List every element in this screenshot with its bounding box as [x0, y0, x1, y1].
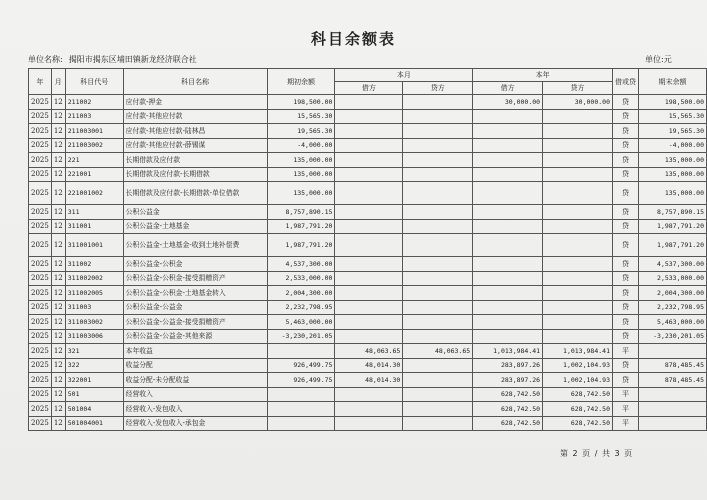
year-credit-cell [543, 329, 613, 344]
direction-cell: 平 [613, 416, 639, 431]
closing-balance-cell: -3,230,201.05 [639, 329, 707, 344]
code-cell: 221 [65, 153, 123, 168]
table-row [29, 416, 707, 431]
year-cell: 2025 [29, 387, 52, 402]
code-cell: 321 [65, 344, 123, 359]
header-row-1 [29, 69, 707, 82]
month-debit-cell [335, 402, 403, 417]
name-cell: 长期借款及应付款 [123, 153, 267, 168]
closing-balance-cell: 878,485.45 [639, 373, 707, 388]
year-cell: 2025 [29, 329, 52, 344]
header-code: 科目代号 [65, 69, 123, 95]
year-cell: 2025 [29, 358, 52, 373]
month-credit-cell [403, 315, 473, 330]
unit-name-label: 单位名称: [28, 55, 63, 64]
year-credit-cell [543, 315, 613, 330]
month-credit-cell [403, 124, 473, 139]
name-cell: 公积公益金-公益金-其他来源 [123, 329, 267, 344]
month-credit-cell [403, 95, 473, 110]
year-debit-cell: 628,742.50 [473, 416, 543, 431]
code-cell: 211002 [65, 95, 123, 110]
direction-cell: 贷 [613, 329, 639, 344]
name-cell: 应付款-其他应付款 [123, 109, 267, 124]
name-cell: 长期借款及应付款-长期借款 [123, 167, 267, 182]
month-debit-cell [335, 257, 403, 272]
name-cell: 经营收入-发包收入-承包金 [123, 416, 267, 431]
code-cell: 211003001 [65, 124, 123, 139]
report-title: 科目余额表 [310, 30, 396, 48]
direction-cell: 贷 [613, 124, 639, 139]
year-debit-cell [473, 153, 543, 168]
year-debit-cell [473, 167, 543, 182]
month-credit-cell [403, 234, 473, 257]
header-closing: 期末余额 [639, 69, 707, 95]
currency-unit: 单位:元 [645, 55, 672, 64]
month-cell: 12 [51, 124, 65, 139]
direction-cell: 贷 [613, 234, 639, 257]
year-credit-cell [543, 124, 613, 139]
name-cell: 公积公益金 [123, 205, 267, 220]
page-number: 第 2 页 / 共 3 页 [560, 449, 634, 458]
table-row [29, 167, 707, 182]
month-debit-cell [335, 205, 403, 220]
month-credit-cell [403, 153, 473, 168]
opening-balance-cell: -3,230,201.05 [267, 329, 335, 344]
closing-balance-cell: 4,537,300.00 [639, 257, 707, 272]
closing-balance-cell [639, 387, 707, 402]
year-debit-cell: 1,013,984.41 [473, 344, 543, 359]
name-cell: 本年收益 [123, 344, 267, 359]
opening-balance-cell: 19,565.30 [267, 124, 335, 139]
direction-cell: 贷 [613, 300, 639, 315]
closing-balance-cell: 1,987,791.20 [639, 219, 707, 234]
month-debit-cell [335, 219, 403, 234]
code-cell: 311002002 [65, 271, 123, 286]
year-cell: 2025 [29, 300, 52, 315]
month-debit-cell [335, 95, 403, 110]
month-credit-cell [403, 138, 473, 153]
month-cell: 12 [51, 219, 65, 234]
direction-cell: 贷 [613, 315, 639, 330]
direction-cell: 贷 [613, 373, 639, 388]
month-debit-cell [335, 153, 403, 168]
header-year-debit: 借方 [473, 82, 543, 95]
table-row [29, 205, 707, 220]
year-credit-cell [543, 205, 613, 220]
month-cell: 12 [51, 286, 65, 301]
table-row [29, 109, 707, 124]
year-debit-cell [473, 234, 543, 257]
code-cell: 311003002 [65, 315, 123, 330]
year-debit-cell [473, 109, 543, 124]
year-debit-cell: 628,742.50 [473, 387, 543, 402]
month-credit-cell [403, 416, 473, 431]
year-credit-cell: 1,002,104.93 [543, 358, 613, 373]
unit-name-value: 揭阳市揭东区埔田镇新龙经济联合社 [68, 55, 197, 64]
year-cell: 2025 [29, 153, 52, 168]
code-cell: 501004001 [65, 416, 123, 431]
code-cell: 322001 [65, 373, 123, 388]
name-cell: 公积公益金-土地基金-收到土地补偿费 [123, 234, 267, 257]
closing-balance-cell: 19,565.30 [639, 124, 707, 139]
table-row [29, 124, 707, 139]
closing-balance-cell: 135,000.00 [639, 167, 707, 182]
code-cell: 311003 [65, 300, 123, 315]
month-debit-cell [335, 109, 403, 124]
header-year: 年 [29, 69, 52, 95]
year-credit-cell [543, 271, 613, 286]
opening-balance-cell: 8,757,890.15 [267, 205, 335, 220]
month-credit-cell [403, 205, 473, 220]
month-credit-cell [403, 109, 473, 124]
year-debit-cell [473, 329, 543, 344]
year-cell: 2025 [29, 286, 52, 301]
code-cell: 311 [65, 205, 123, 220]
name-cell: 公积公益金-公积金-接受捐赠资产 [123, 271, 267, 286]
month-debit-cell [335, 387, 403, 402]
month-credit-cell [403, 358, 473, 373]
closing-balance-cell [639, 416, 707, 431]
month-credit-cell [403, 329, 473, 344]
direction-cell: 贷 [613, 167, 639, 182]
year-credit-cell [543, 286, 613, 301]
year-cell: 2025 [29, 167, 52, 182]
direction-cell: 贷 [613, 205, 639, 220]
month-cell: 12 [51, 358, 65, 373]
direction-cell: 平 [613, 344, 639, 359]
month-cell: 12 [51, 387, 65, 402]
year-debit-cell [473, 182, 543, 205]
month-credit-cell [403, 373, 473, 388]
month-debit-cell [335, 138, 403, 153]
direction-cell: 贷 [613, 286, 639, 301]
name-cell: 公积公益金-公积金-土地基金转入 [123, 286, 267, 301]
month-cell: 12 [51, 153, 65, 168]
closing-balance-cell: 5,463,000.00 [639, 315, 707, 330]
year-cell: 2025 [29, 138, 52, 153]
year-credit-cell [543, 182, 613, 205]
month-debit-cell [335, 182, 403, 205]
month-credit-cell [403, 167, 473, 182]
year-debit-cell [473, 138, 543, 153]
opening-balance-cell: 4,537,300.00 [267, 257, 335, 272]
opening-balance-cell: 135,000.00 [267, 153, 335, 168]
table-row [29, 138, 707, 153]
direction-cell: 贷 [613, 271, 639, 286]
code-cell: 221001002 [65, 182, 123, 205]
year-credit-cell: 1,013,984.41 [543, 344, 613, 359]
year-credit-cell: 628,742.50 [543, 402, 613, 417]
month-debit-cell [335, 234, 403, 257]
month-cell: 12 [51, 167, 65, 182]
code-cell: 501 [65, 387, 123, 402]
name-cell: 公积公益金-公益金-接受捐赠资产 [123, 315, 267, 330]
month-cell: 12 [51, 329, 65, 344]
name-cell: 应付款-押金 [123, 95, 267, 110]
code-cell: 311002005 [65, 286, 123, 301]
direction-cell: 贷 [613, 95, 639, 110]
closing-balance-cell [639, 344, 707, 359]
table-row [29, 219, 707, 234]
year-credit-cell [543, 219, 613, 234]
closing-balance-cell: 2,232,798.95 [639, 300, 707, 315]
direction-cell: 贷 [613, 182, 639, 205]
year-credit-cell: 628,742.50 [543, 387, 613, 402]
opening-balance-cell: 198,500.00 [267, 95, 335, 110]
month-credit-cell [403, 182, 473, 205]
opening-balance-cell: 15,565.30 [267, 109, 335, 124]
opening-balance-cell: 2,533,000.00 [267, 271, 335, 286]
table-row [29, 373, 707, 388]
month-credit-cell [403, 286, 473, 301]
name-cell: 应付款-其他应付款-薛锡谋 [123, 138, 267, 153]
year-debit-cell [473, 315, 543, 330]
direction-cell: 平 [613, 387, 639, 402]
year-debit-cell: 283,897.26 [473, 373, 543, 388]
table-row [29, 182, 707, 205]
year-cell: 2025 [29, 95, 52, 110]
closing-balance-cell: 8,757,890.15 [639, 205, 707, 220]
year-credit-cell [543, 153, 613, 168]
month-cell: 12 [51, 416, 65, 431]
month-debit-cell [335, 329, 403, 344]
month-debit-cell [335, 167, 403, 182]
year-cell: 2025 [29, 234, 52, 257]
closing-balance-cell [639, 402, 707, 417]
month-debit-cell: 48,014.30 [335, 373, 403, 388]
closing-balance-cell: 15,565.30 [639, 109, 707, 124]
name-cell: 经营收入-发包收入 [123, 402, 267, 417]
header-this-year: 本年 [473, 69, 613, 82]
year-cell: 2025 [29, 315, 52, 330]
month-cell: 12 [51, 402, 65, 417]
code-cell: 311001 [65, 219, 123, 234]
year-debit-cell: 283,897.26 [473, 358, 543, 373]
year-credit-cell [543, 300, 613, 315]
code-cell: 501004 [65, 402, 123, 417]
balance-table [28, 68, 707, 431]
opening-balance-cell: 926,499.75 [267, 373, 335, 388]
closing-balance-cell: 135,000.00 [639, 153, 707, 168]
year-debit-cell [473, 257, 543, 272]
header-month: 月 [51, 69, 65, 95]
month-debit-cell: 48,063.65 [335, 344, 403, 359]
year-credit-cell: 1,002,104.93 [543, 373, 613, 388]
direction-cell: 贷 [613, 219, 639, 234]
month-cell: 12 [51, 205, 65, 220]
year-debit-cell [473, 300, 543, 315]
name-cell: 公积公益金-土地基金 [123, 219, 267, 234]
month-cell: 12 [51, 138, 65, 153]
month-debit-cell [335, 416, 403, 431]
year-debit-cell [473, 205, 543, 220]
table-row [29, 271, 707, 286]
opening-balance-cell: 1,987,791.20 [267, 234, 335, 257]
year-cell: 2025 [29, 219, 52, 234]
opening-balance-cell [267, 416, 335, 431]
month-debit-cell [335, 300, 403, 315]
opening-balance-cell: 135,000.00 [267, 182, 335, 205]
direction-cell: 平 [613, 402, 639, 417]
table-row [29, 286, 707, 301]
opening-balance-cell [267, 402, 335, 417]
year-credit-cell: 628,742.50 [543, 416, 613, 431]
opening-balance-cell: 2,232,798.95 [267, 300, 335, 315]
year-cell: 2025 [29, 402, 52, 417]
month-debit-cell [335, 271, 403, 286]
opening-balance-cell: 2,004,300.00 [267, 286, 335, 301]
month-cell: 12 [51, 95, 65, 110]
closing-balance-cell: 878,485.45 [639, 358, 707, 373]
closing-balance-cell: 198,500.00 [639, 95, 707, 110]
year-cell: 2025 [29, 109, 52, 124]
month-debit-cell [335, 286, 403, 301]
code-cell: 211003002 [65, 138, 123, 153]
code-cell: 221001 [65, 167, 123, 182]
month-credit-cell [403, 219, 473, 234]
opening-balance-cell [267, 387, 335, 402]
direction-cell: 贷 [613, 257, 639, 272]
name-cell: 公积公益金-公益金 [123, 300, 267, 315]
code-cell: 311001001 [65, 234, 123, 257]
table-row [29, 234, 707, 257]
table-row [29, 329, 707, 344]
month-cell: 12 [51, 344, 65, 359]
name-cell: 收益分配 [123, 358, 267, 373]
year-credit-cell [543, 257, 613, 272]
direction-cell: 贷 [613, 153, 639, 168]
month-credit-cell [403, 402, 473, 417]
code-cell: 311003006 [65, 329, 123, 344]
opening-balance-cell: 135,000.00 [267, 167, 335, 182]
month-cell: 12 [51, 271, 65, 286]
year-cell: 2025 [29, 271, 52, 286]
code-cell: 311002 [65, 257, 123, 272]
month-credit-cell: 48,063.65 [403, 344, 473, 359]
opening-balance-cell [267, 344, 335, 359]
month-cell: 12 [51, 109, 65, 124]
closing-balance-cell: 2,533,000.00 [639, 271, 707, 286]
year-cell: 2025 [29, 416, 52, 431]
code-cell: 322 [65, 358, 123, 373]
table-row [29, 358, 707, 373]
direction-cell: 贷 [613, 109, 639, 124]
closing-balance-cell: -4,000.00 [639, 138, 707, 153]
month-debit-cell: 48,014.30 [335, 358, 403, 373]
month-cell: 12 [51, 300, 65, 315]
name-cell: 应付款-其他应付款-陆林昌 [123, 124, 267, 139]
year-debit-cell [473, 219, 543, 234]
month-credit-cell [403, 257, 473, 272]
direction-cell: 贷 [613, 138, 639, 153]
year-cell: 2025 [29, 205, 52, 220]
year-credit-cell [543, 138, 613, 153]
table-row [29, 315, 707, 330]
closing-balance-cell: 1,987,791.20 [639, 234, 707, 257]
year-cell: 2025 [29, 182, 52, 205]
header-direction: 借或贷 [613, 69, 639, 95]
table-body [29, 95, 707, 431]
name-cell: 长期借款及应付款-长期借款-单位借款 [123, 182, 267, 205]
year-debit-cell [473, 286, 543, 301]
closing-balance-cell: 2,004,300.00 [639, 286, 707, 301]
year-cell: 2025 [29, 257, 52, 272]
table-row [29, 153, 707, 168]
table-row [29, 300, 707, 315]
month-cell: 12 [51, 182, 65, 205]
table-row [29, 387, 707, 402]
name-cell: 公积公益金-公积金 [123, 257, 267, 272]
year-credit-cell: 30,000.00 [543, 95, 613, 110]
header-name: 科目名称 [123, 69, 267, 95]
month-cell: 12 [51, 315, 65, 330]
year-credit-cell [543, 167, 613, 182]
code-cell: 211003 [65, 109, 123, 124]
month-debit-cell [335, 315, 403, 330]
year-cell: 2025 [29, 124, 52, 139]
month-credit-cell [403, 300, 473, 315]
month-credit-cell [403, 387, 473, 402]
header-month-credit: 贷方 [403, 82, 473, 95]
year-debit-cell [473, 271, 543, 286]
header-year-credit: 贷方 [543, 82, 613, 95]
table-row [29, 257, 707, 272]
month-cell: 12 [51, 373, 65, 388]
opening-balance-cell: -4,000.00 [267, 138, 335, 153]
year-cell: 2025 [29, 373, 52, 388]
year-debit-cell: 628,742.50 [473, 402, 543, 417]
opening-balance-cell: 5,463,000.00 [267, 315, 335, 330]
direction-cell: 贷 [613, 358, 639, 373]
year-credit-cell [543, 234, 613, 257]
year-credit-cell [543, 109, 613, 124]
month-cell: 12 [51, 234, 65, 257]
name-cell: 经营收入 [123, 387, 267, 402]
month-credit-cell [403, 271, 473, 286]
table-row [29, 402, 707, 417]
header-month-debit: 借方 [335, 82, 403, 95]
year-debit-cell [473, 124, 543, 139]
table-row [29, 95, 707, 110]
opening-balance-cell: 1,987,791.20 [267, 219, 335, 234]
table-row [29, 344, 707, 359]
month-cell: 12 [51, 257, 65, 272]
opening-balance-cell: 926,499.75 [267, 358, 335, 373]
closing-balance-cell: 135,000.00 [639, 182, 707, 205]
year-cell: 2025 [29, 344, 52, 359]
month-debit-cell [335, 124, 403, 139]
year-debit-cell: 30,000.00 [473, 95, 543, 110]
header-this-month: 本月 [335, 69, 473, 82]
name-cell: 收益分配-未分配收益 [123, 373, 267, 388]
header-opening: 期初余额 [267, 69, 335, 95]
unit-name-row [28, 54, 197, 65]
